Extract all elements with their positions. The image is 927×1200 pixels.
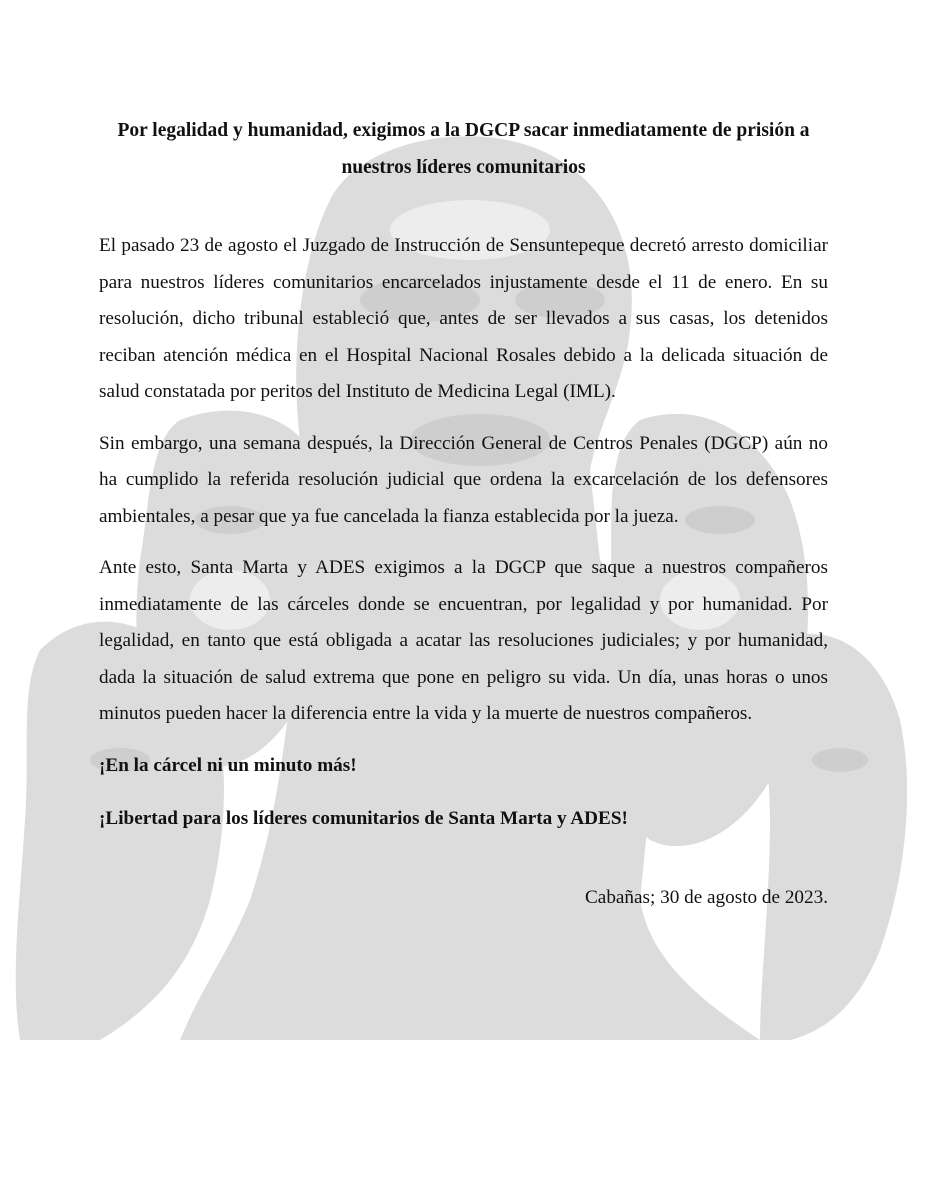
signoff-date: Cabañas; 30 de agosto de 2023. <box>585 886 828 908</box>
paragraph-2: Sin embargo, una semana después, la Dirección General de Centros Penales (DGCP) aún no ha cumplido la referida resolución judicial que ordena la excarcelación de los defensores ambientales, a pesar que ya fue cancelada la fianza establecida por la jueza. <box>99 432 828 527</box>
document-title: Por legalidad y humanidad, exigimos a la DGCP sacar inmediatamente de prisión a nuestros líderes comunitarios <box>117 120 810 178</box>
paragraph-3: Ante esto, Santa Marta y ADES exigimos a la DGCP que saque a nuestros compañeros inmediatamente de las cárceles donde se encuentran, por legalidad y por humanidad. Por legalidad, en tanto que está obligada a acatar las resoluciones judiciales; y por humanidad, dada la situación de salud extrema que pone en peligro su vida. Un día, unas horas o unos minutos pueden hacer la diferencia entre la vida y la muerte de nuestros compañeros. <box>99 557 828 724</box>
paragraph-1: El pasado 23 de agosto el Juzgado de Instrucción de Sensuntepeque decretó arresto domiciliar para nuestros líderes comunitarios encarcelados injustamente desde el 11 de enero. En su resolución, dicho tribunal estableció que, antes de ser llevados a sus casas, los detenidos reciban atención médica en el Hospital Nacional Rosales debido a la delicada situación de salud constatada por peritos del Instituto de Medicina Legal (IML). <box>99 235 828 402</box>
document-content <box>99 112 828 916</box>
slogan-1: ¡En la cárcel ni un minuto más! <box>99 754 357 776</box>
slogan-2: ¡Libertad para los líderes comunitarios de Santa Marta y ADES! <box>99 808 628 829</box>
